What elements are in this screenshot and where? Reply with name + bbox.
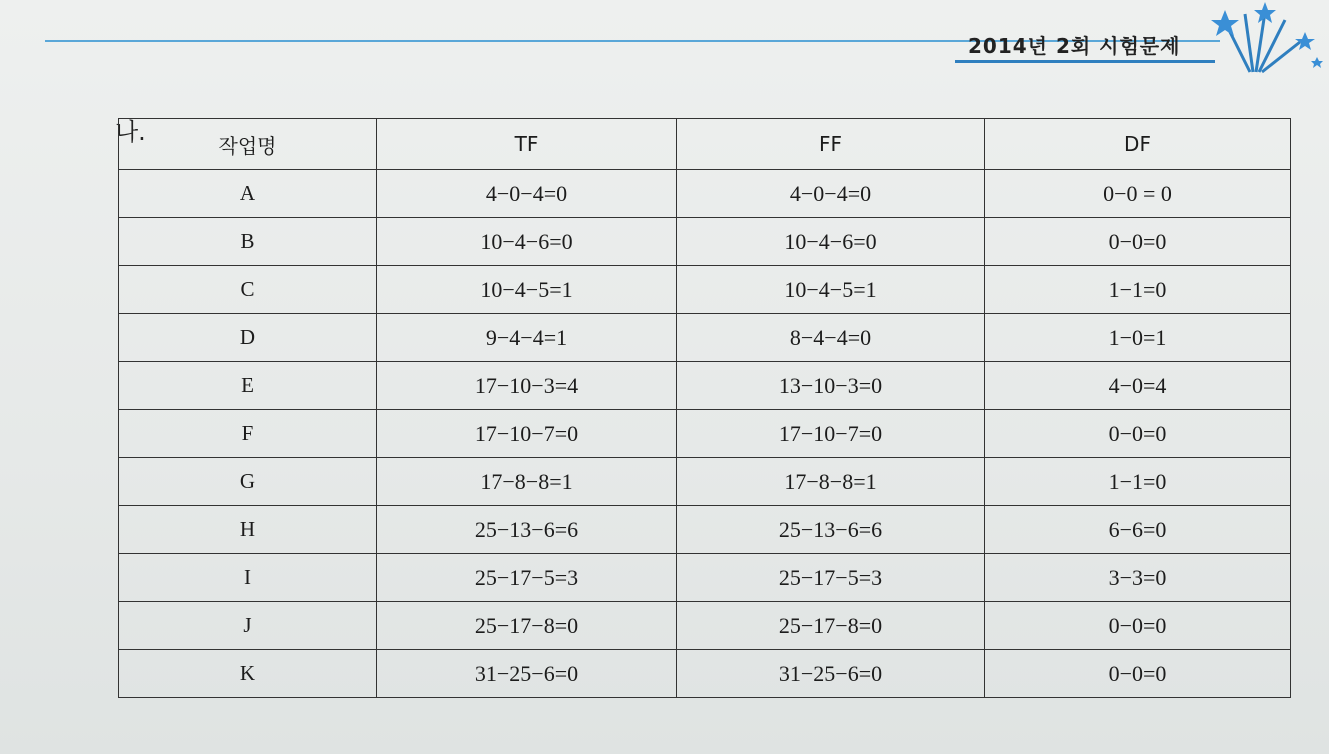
table-row xyxy=(119,506,1291,554)
ff-value: 10−4−5=1 xyxy=(677,266,985,314)
ff-value: 25−13−6=6 xyxy=(677,506,985,554)
star-burst-icon xyxy=(1205,2,1325,82)
df-value: 6−6=0 xyxy=(985,506,1291,554)
df-value: 0−0=0 xyxy=(985,410,1291,458)
df-value: 1−1=0 xyxy=(985,458,1291,506)
header-ff: FF xyxy=(677,119,985,170)
table-row xyxy=(119,458,1291,506)
table-row xyxy=(119,410,1291,458)
tf-value: 25−13−6=6 xyxy=(377,506,677,554)
table-header-row xyxy=(119,119,1291,170)
task-name: A xyxy=(119,170,377,218)
task-name: K xyxy=(119,650,377,698)
ff-value: 13−10−3=0 xyxy=(677,362,985,410)
task-name: E xyxy=(119,362,377,410)
df-value: 0−0 = 0 xyxy=(985,170,1291,218)
ff-value: 25−17−5=3 xyxy=(677,554,985,602)
table-row xyxy=(119,602,1291,650)
header-df: DF xyxy=(985,119,1291,170)
header-rule-accent xyxy=(955,60,1215,63)
df-value: 0−0=0 xyxy=(985,602,1291,650)
table-row xyxy=(119,554,1291,602)
ff-value: 10−4−6=0 xyxy=(677,218,985,266)
tf-value: 4−0−4=0 xyxy=(377,170,677,218)
float-table xyxy=(118,118,1291,698)
tf-value: 10−4−6=0 xyxy=(377,218,677,266)
ff-value: 4−0−4=0 xyxy=(677,170,985,218)
tf-value: 9−4−4=1 xyxy=(377,314,677,362)
section-label: 나. xyxy=(115,118,146,146)
tf-value: 17−10−7=0 xyxy=(377,410,677,458)
table-row xyxy=(119,362,1291,410)
df-value: 1−0=1 xyxy=(985,314,1291,362)
header-tf: TF xyxy=(377,119,677,170)
task-name: J xyxy=(119,602,377,650)
df-value: 1−1=0 xyxy=(985,266,1291,314)
df-value: 0−0=0 xyxy=(985,650,1291,698)
table-row xyxy=(119,170,1291,218)
tf-value: 10−4−5=1 xyxy=(377,266,677,314)
df-value: 3−3=0 xyxy=(985,554,1291,602)
tf-value: 25−17−8=0 xyxy=(377,602,677,650)
tf-value: 17−10−3=4 xyxy=(377,362,677,410)
ff-value: 25−17−8=0 xyxy=(677,602,985,650)
task-name: D xyxy=(119,314,377,362)
task-name: G xyxy=(119,458,377,506)
header-task: 작업명 xyxy=(119,119,377,170)
df-value: 4−0=4 xyxy=(985,362,1291,410)
task-name: I xyxy=(119,554,377,602)
ff-value: 17−8−8=1 xyxy=(677,458,985,506)
task-name: C xyxy=(119,266,377,314)
table-row xyxy=(119,314,1291,362)
table-row xyxy=(119,650,1291,698)
ff-value: 17−10−7=0 xyxy=(677,410,985,458)
tf-value: 17−8−8=1 xyxy=(377,458,677,506)
ff-value: 8−4−4=0 xyxy=(677,314,985,362)
tf-value: 31−25−6=0 xyxy=(377,650,677,698)
table-row xyxy=(119,266,1291,314)
task-name: H xyxy=(119,506,377,554)
ff-value: 31−25−6=0 xyxy=(677,650,985,698)
tf-value: 25−17−5=3 xyxy=(377,554,677,602)
df-value: 0−0=0 xyxy=(985,218,1291,266)
table-row xyxy=(119,218,1291,266)
task-name: F xyxy=(119,410,377,458)
task-name: B xyxy=(119,218,377,266)
page-header-title: 2014년 2회 시험문제 xyxy=(968,34,1181,58)
